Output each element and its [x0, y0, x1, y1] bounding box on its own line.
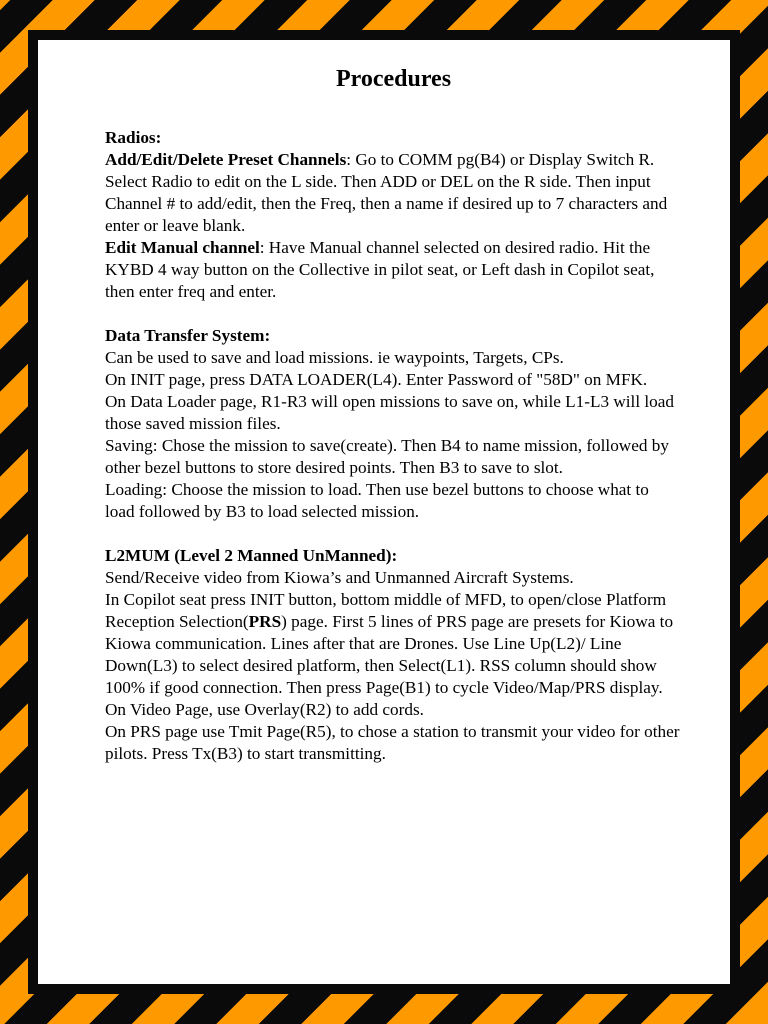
- paragraph: Send/Receive video from Kiowa’s and Unmanned Aircraft Systems.: [105, 568, 574, 587]
- prs-text-a: In Copilot seat press INIT button, bottom middle of MFD, to open/close Platform Reception Selection(: [105, 590, 667, 631]
- paragraph: On PRS page use Tmit Page(R5), to chose a station to transmit your video for other pilots. Press Tx(B3) to start transmitting.: [105, 722, 680, 763]
- section-data-transfer: [105, 325, 682, 523]
- section-heading: [105, 127, 682, 149]
- paragraph: Loading: Choose the mission to load. Then use bezel buttons to choose what to load followed by B3 to load selected mission.: [105, 480, 649, 521]
- radios-heading: Radios:: [105, 128, 162, 147]
- prs-bold: PRS: [248, 612, 282, 631]
- manual-channel-text: : Have Manual channel selected on desired radio. Hit the KYBD 4 way button on the Collective in pilot seat, or Left dash in Copilot seat, then enter freq and enter.: [105, 238, 655, 301]
- paragraph: [105, 589, 682, 721]
- prs-text-b: ) page. First 5 lines of PRS page are presets for Kiowa to Kiowa communication. Lines after that are Drones. Use Line Up(L2)/ Line Down(L3) to select desired platform, then Select(L1). RSS column should show 100% if good connection. Then press Page(B1) to cycle Video/Map/PRS display. On Video Page, use Overlay(R2) to add cords.: [105, 612, 674, 719]
- page-title: Procedures: [335, 66, 452, 92]
- paragraph: [105, 237, 682, 303]
- section-l2mum: [105, 545, 682, 765]
- section-heading: [105, 325, 682, 347]
- section-heading: [105, 545, 682, 567]
- paragraph: On INIT page, press DATA LOADER(L4). Enter Password of "58D" on MFK.: [105, 370, 648, 389]
- paragraph: Can be used to save and load missions. ie waypoints, Targets, CPs.: [105, 348, 564, 367]
- preset-channels-label: Add/Edit/Delete Preset Channels: [105, 150, 347, 169]
- l2mum-heading: L2MUM (Level 2 Manned UnManned):: [105, 546, 398, 565]
- section-radios: [105, 127, 682, 303]
- dts-heading: Data Transfer System:: [105, 326, 271, 345]
- paragraph: [105, 149, 682, 237]
- preset-channels-text: : Go to COMM pg(B4) or Display Switch R. Select Radio to edit on the L side. Then ADD or DEL on the R side. Then input Channel # to add/edit, then the Freq, then a name if desired up to 7 characters and enter or leave blank.: [105, 150, 668, 235]
- manual-channel-label: Edit Manual channel: [105, 238, 260, 257]
- document-page: [38, 40, 730, 984]
- paragraph: On Data Loader page, R1-R3 will open missions to save on, while L1-L3 will load those saved mission files.: [105, 392, 674, 433]
- paragraph: Saving: Chose the mission to save(create). Then B4 to name mission, followed by other bezel buttons to store desired points. Then B3 to save to slot.: [105, 436, 669, 477]
